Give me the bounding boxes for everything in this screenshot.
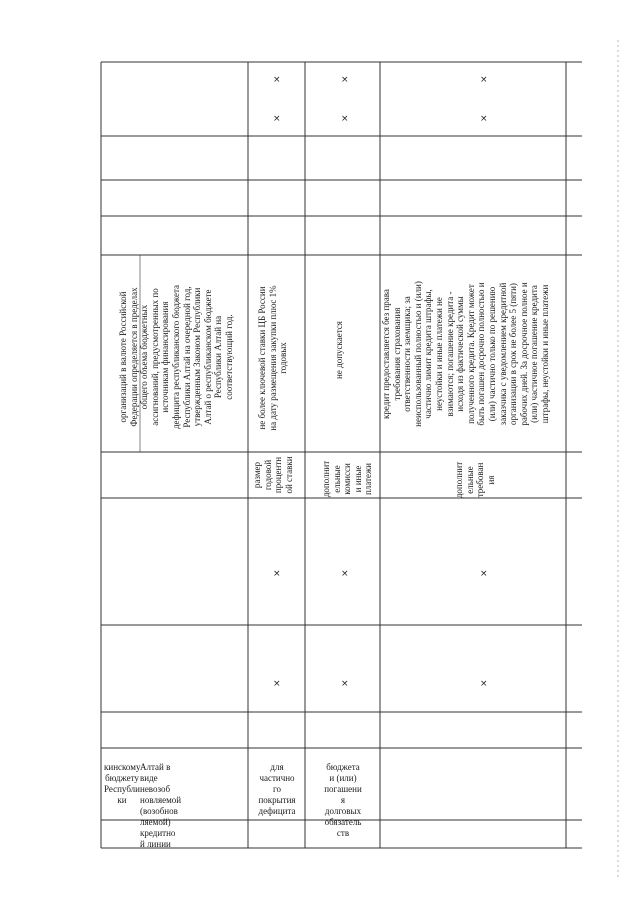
x-mark: × bbox=[273, 114, 281, 124]
x-mark: × bbox=[480, 114, 488, 124]
row-title-cell-4: бюджета и (или) погашени я долговых обязатель ств bbox=[324, 762, 362, 838]
x-mark: × bbox=[341, 75, 349, 85]
requirements-label: дополнит ельные требован ия bbox=[454, 461, 496, 499]
fees-text: не допускается bbox=[334, 321, 344, 379]
rate-text: не более ключевой ставки ЦБ России на дату размещения закупки плюс 1% годовых bbox=[257, 285, 289, 431]
row-title-cell-2: Алтай в виде невозоб новляемой (возобнов ляемой) кредитно й линии bbox=[140, 762, 182, 849]
x-mark: × bbox=[480, 75, 488, 85]
x-mark: × bbox=[273, 569, 281, 579]
x-mark: × bbox=[480, 569, 488, 579]
fees-label: дополнит ельные комисси и иные платежи bbox=[321, 460, 374, 498]
row-title-cell-3: для частично го покрытия дефицита bbox=[258, 762, 296, 816]
requirements-text: кредит предоставляется без права требования страхования ответственности заемщика; за неиспользованный полностью и (или) частично лимит кредита штрафы, неустойки и иные платежи не взимаются; погашение кредита - исходя из фактической суммы полученного кредита. Кредит может быть погашен досрочно полностью и (или) частично только по решению заказчика с уведомлением кредитной организации в срок не более 5 (пяти) рабочих дней. За досрочное полное и (или) частичное погашение кредита штрафы, неустойки и иные платежи bbox=[381, 281, 550, 427]
rate-label: размер годовой процентн ой ставки bbox=[252, 456, 294, 494]
purpose-text: организаций в валюте Российской Федерации определяется в пределах общего объема бюджетных ассигнований, предусмотренных по источникам финансирования дефицита республиканского бюджета Республики Алтай на очередной год, утвержденным Законом Республики Алтай о республиканском бюджете Республики Алтай на соответствующий год. bbox=[118, 284, 234, 430]
x-mark: × bbox=[341, 569, 349, 579]
x-mark: × bbox=[273, 679, 281, 689]
row-title-cell: кинскому бюджету Республи ки bbox=[104, 762, 141, 805]
x-mark: × bbox=[273, 75, 281, 85]
x-mark: × bbox=[341, 679, 349, 689]
x-mark: × bbox=[341, 114, 349, 124]
x-mark: × bbox=[480, 679, 488, 689]
